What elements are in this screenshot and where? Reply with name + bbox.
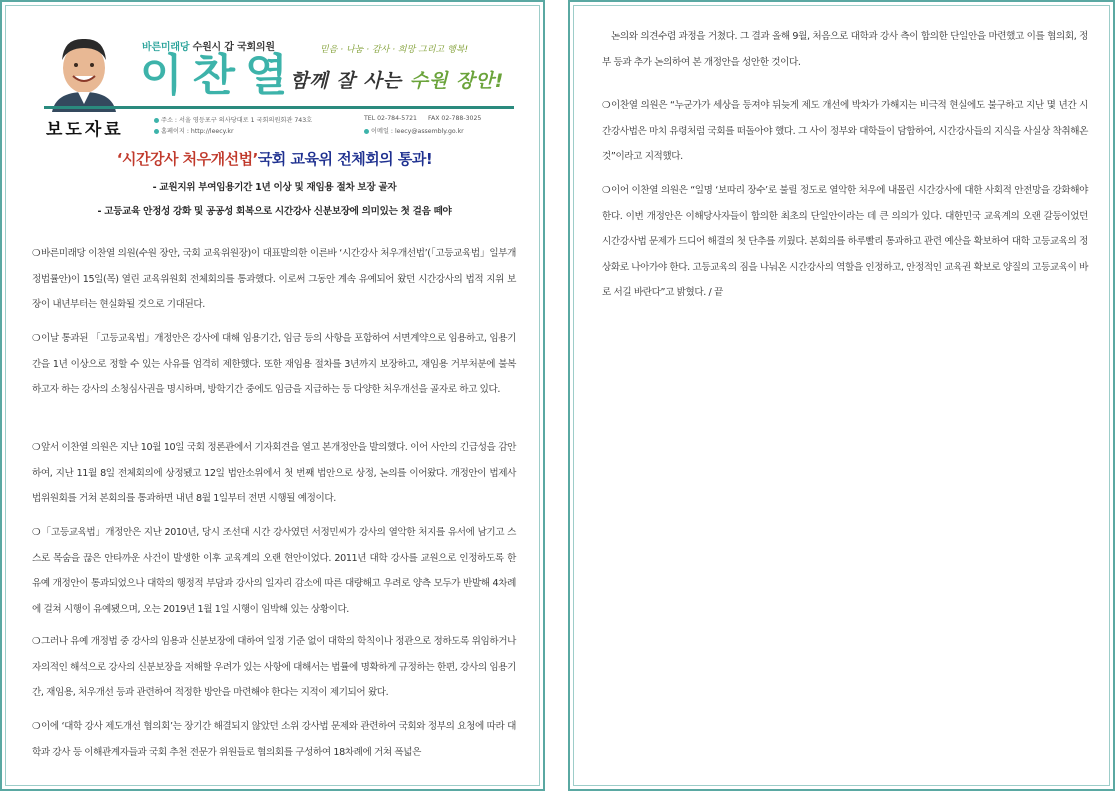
motto-text: 믿음 · 나눔 · 감사 · 희망 그리고 행복! bbox=[320, 45, 469, 55]
paragraph: ❍그러나 유예 개정법 중 강사의 임용과 신분보장에 대하여 일정 기준 없이 대학의 학칙이나 정관으로 정하도록 위임하거나 자의적인 해석으로 강사의 신분보장을 저해할 우려가 있는 사항에 대해서는 법률에 명확하게 규정하는 한편, 강사의 임용기간, 재임용, 처우개선 등과 관련하여 적정한 방안을 마련해야 한다는 지적이 제기되어 왔다. bbox=[32, 636, 516, 698]
header-rule bbox=[44, 106, 514, 109]
fax-line: FAX 02-788-3025 bbox=[428, 115, 482, 122]
press-release-label: 보도자료 bbox=[46, 120, 124, 140]
party-name: 바른미래당 bbox=[142, 42, 190, 53]
slogan bbox=[290, 66, 504, 93]
paragraph: ❍이날 통과된 「고등교육법」개정안은 강사에 대해 임용기간, 임금 등의 사항을 포함하여 서면계약으로 임용하고, 임용기간을 1년 이상으로 정할 수 있는 사유를 엄격히 제한했다. 또한 재임용 절차를 3년까지 보장하고, 재임용 거부처분에 불복하고자 하는 강사의 소청심사권을 명시하며, 방학기간 중에도 임금을 지급하는 등 다양한 처우개선을 골자로 하고 있다. bbox=[32, 333, 516, 395]
slogan-part-a: 함께 잘 사는 bbox=[290, 70, 410, 92]
paragraph: ❍이찬열 의원은 “누군가가 세상을 등져야 뒤늦게 제도 개선에 박차가 가해지는 비극적 현실에도 불구하고 지난 몇 년간 시간강사법은 마치 유령처럼 국회를 떠돌아야 했다. 그 사이 정부와 대학들이 담합하여, 시간강사들의 지식을 사실상 착취해온 것”이라고 지적했다. bbox=[602, 100, 1088, 162]
district-label: 수원시 갑 국회의원 bbox=[192, 42, 275, 53]
subtitle-2: - 고등교육 안정성 강화 및 공공성 회복으로 시간강사 신분보장에 의미있는 첫 걸음 떼야 bbox=[97, 206, 452, 217]
legislator-photo bbox=[46, 30, 122, 112]
tel-line: TEL 02-784-5721 bbox=[364, 115, 417, 122]
paragraph: ❍바른미래당 이찬열 의원(수원 장안, 국회 교육위원장)이 대표발의한 이른바 ‘시간강사 처우개선법’(「고등교육법」일부개정법률안)이 15일(목) 열린 교육위원회 전체회의를 통과했다. 이로써 그동안 계속 유예되어 왔던 시간강사의 법적 지위 보장이 내년부터는 현실화될 것으로 기대된다. bbox=[32, 248, 516, 310]
paragraph: ❍앞서 이찬열 의원은 지난 10월 10일 국회 정론관에서 기자회견을 열고 본개정안을 발의했다. 이어 사안의 긴급성을 감안하여, 지난 11월 8일 전체회의에 상정됐고 12일 법안소위에서 첫 번째 법안으로 상정, 논의를 이어왔다. 개정안이 법제사법위원회를 거쳐 본회의를 통과하면 내년 8월 1일부터 전면 시행될 예정이다. bbox=[32, 442, 516, 504]
paragraph: ❍이에 ‘대학 강사 제도개선 협의회’는 장기간 해결되지 않았던 소위 강사법 문제와 관련하여 국회와 정부의 요청에 따라 대학과 강사 등 이해관계자들과 국회 추천 전문가 위원들로 협의회를 구성하여 18차례에 거쳐 폭넓은 bbox=[32, 721, 516, 758]
homepage-line: 홈페이지 : http://leecy.kr bbox=[154, 126, 234, 135]
title-highlight: ‘시간강사 처우개선법’ bbox=[116, 150, 258, 168]
email-line: 이메일 : leecy@assembly.go.kr bbox=[364, 126, 464, 135]
bullet-dot-icon bbox=[364, 129, 369, 134]
subtitle-1: - 교원지위 부여임용기간 1년 이상 및 재임용 절차 보장 골자 bbox=[152, 182, 397, 193]
paragraph: 논의와 의견수렴 과정을 거쳤다. 그 결과 올해 9월, 처음으로 대학과 강사 측이 합의한 단일안을 마련했고 이를 협의회, 정부 등과 추가 논의하여 본 개정안을 성안한 것이다. bbox=[602, 31, 1088, 68]
bullet-dot-icon bbox=[154, 129, 159, 134]
title-rest: 국회 교육위 전체회의 통과! bbox=[257, 150, 433, 168]
address-line: 주소 : 서울 영등포구 의사당대로 1 국회의원회관 743호 bbox=[154, 115, 312, 124]
document-page-1 bbox=[0, 0, 545, 791]
slogan-part-b: 수원 장안! bbox=[409, 70, 505, 92]
document-page-2 bbox=[568, 0, 1115, 791]
press-title bbox=[2, 148, 547, 169]
paragraph: ❍「고등교육법」개정안은 지난 2010년, 당시 조선대 시간 강사였던 서정민씨가 강사의 열악한 처지를 유서에 남기고 스스로 목숨을 끊은 안타까운 사건이 발생한 이후 교육계의 오랜 현안이었다. 2011년 대학 강사를 교원으로 인정하도록 한 유예 개정안이 통과되었으나 대학의 행정적 부담과 강사의 일자리 감소에 따른 대량해고 우려로 양측 모두가 반발해 4차례에 걸쳐 시행이 유예됐으며, 오는 2019년 1월 1일 시행이 임박해 있는 상황이다. bbox=[32, 527, 516, 615]
legislator-name: 이찬열 bbox=[140, 50, 298, 101]
bullet-dot-icon bbox=[154, 118, 159, 123]
paragraph: ❍이어 이찬열 의원은 “일명 ‘보따리 장수’로 불릴 정도로 열악한 처우에 내몰린 시간강사에 대한 사회적 안전망을 강화해야 한다. 이번 개정안은 이해당사자들이 합의한 최초의 단일안이라는 데 큰 의의가 있다. 대한민국 교육계의 오랜 갈등이었던 시간강사법 문제가 드디어 해결의 첫 단추를 끼웠다. 본회의를 하루빨리 통과하고 관련 예산을 확보하여 대학 고등교육의 정상화로 나아가야 한다. 고등교육의 짐을 나눠온 시간강사의 역할을 인정하고, 안정적인 교육권 확보로 양질의 고등교육이 바로 서길 바란다”고 밝혔다. / 끝 bbox=[602, 185, 1088, 298]
